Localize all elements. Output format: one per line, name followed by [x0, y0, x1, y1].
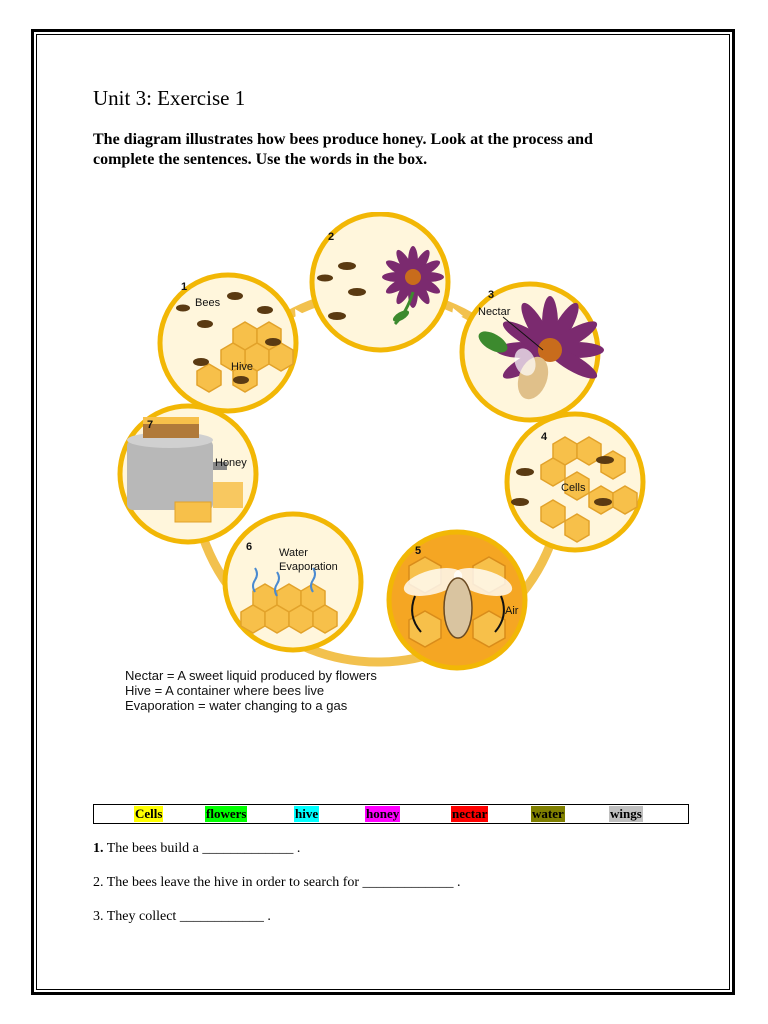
step-3-nectar	[462, 284, 604, 420]
word-nectar: nectar	[452, 806, 488, 821]
legend-line: Nectar = A sweet liquid produced by flowers	[125, 668, 377, 683]
step-label: Evaporation	[279, 561, 338, 573]
step-label: Nectar	[478, 306, 511, 318]
word-flowers: flowers	[206, 806, 247, 821]
step-number: 3	[488, 289, 495, 301]
step-number: 2	[328, 231, 335, 243]
step-7-honey	[120, 406, 256, 542]
step-label: Air	[505, 605, 519, 617]
question-1	[93, 841, 300, 857]
legend-line: Evaporation = water changing to a gas	[125, 698, 348, 713]
question-2	[93, 875, 461, 891]
question-3	[93, 909, 271, 925]
step-number: 1	[181, 281, 188, 293]
word-box	[93, 804, 689, 824]
question-number: 2.	[93, 875, 104, 890]
step-4-cells	[507, 414, 643, 550]
glossary-legend	[125, 668, 377, 713]
step-1-bees-hive	[160, 275, 296, 411]
question-number: 3.	[93, 909, 104, 924]
step-number: 5	[415, 545, 422, 557]
question-text: The bees leave the hive in order to search for _____________ .	[103, 875, 461, 890]
step-label: Honey	[215, 457, 247, 469]
word-wings: wings	[610, 806, 642, 821]
step-label: Hive	[231, 361, 254, 373]
step-number: 7	[147, 419, 154, 431]
word-honey: honey	[366, 806, 400, 821]
step-number: 6	[246, 541, 253, 553]
word-water: water	[532, 806, 564, 821]
step-2-flowers	[312, 214, 448, 350]
step-label: Bees	[195, 297, 221, 309]
question-number: 1.	[93, 841, 104, 856]
word-hive: hive	[295, 806, 319, 821]
step-label: Water	[279, 547, 308, 559]
step-number: 4	[541, 431, 548, 443]
step-5-air	[389, 532, 525, 668]
step-6-evaporation	[225, 514, 361, 650]
question-text: The bees build a _____________ .	[103, 841, 301, 856]
legend-line: Hive = A container where bees live	[125, 683, 325, 698]
step-label: Cells	[561, 482, 586, 494]
question-text: They collect ____________ .	[103, 909, 271, 924]
page-title: Unit 3: Exercise 1	[93, 86, 246, 110]
word-cells: Cells	[135, 806, 163, 821]
instructions: The diagram illustrates how bees produce honey. Look at the process and complete the sentences. Use the words in the box.	[93, 131, 593, 168]
